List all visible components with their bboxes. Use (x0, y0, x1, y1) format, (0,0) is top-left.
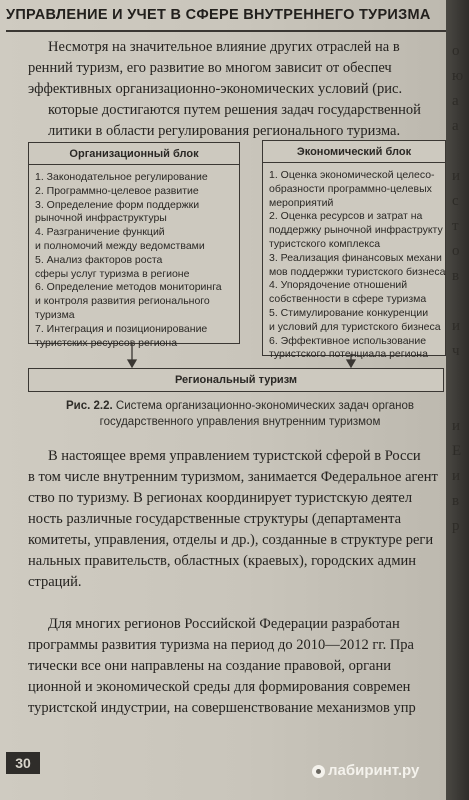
list-item: 6. Определение методов мониторинга (35, 281, 222, 294)
next-page-fragment: и (452, 318, 461, 334)
list-item: 1. Законодательное регулирование (35, 171, 208, 183)
list-item: туризма (35, 308, 75, 321)
list-item: образности программно-целевых (269, 182, 432, 195)
list-item: 5. Анализ факторов роста (35, 253, 163, 266)
text-line: ционной и экономической среды для формирования современ (28, 679, 411, 695)
list-item: туристского потенциала региона (269, 348, 428, 361)
list-item: 6. Эффективное использование (269, 334, 427, 347)
list-item: 5. Стимулирование конкуренции (269, 306, 429, 319)
body-paragraph-2 (28, 614, 446, 719)
labirint-logo-icon (312, 765, 325, 778)
text-line: ство по туризму. В регионах координирует туристскую деятел (28, 490, 413, 506)
list-item: туристского комплекса (269, 237, 381, 250)
text-line: ность различные государственные структуры (департамента (28, 511, 402, 527)
next-page-fragment: и (452, 168, 461, 184)
econ-block (262, 140, 446, 361)
econ-block-title: Экономический блок (263, 141, 445, 163)
list-item: сферы услуг туризма в регионе (35, 267, 190, 280)
next-page-fragment: в (452, 268, 460, 284)
list-item: и условий для туристского бизнеса (269, 320, 441, 333)
next-page-fragment: т (452, 218, 459, 234)
regional-tourism-title: Региональный туризм (174, 374, 298, 386)
list-item: 3. Реализация финансовых механи (269, 251, 442, 264)
list-item: 3. Определение форм поддержки (35, 198, 200, 211)
body-paragraph-1 (28, 446, 446, 593)
list-item: туристских ресурсов региона (35, 336, 178, 349)
next-page-fragment: с (452, 193, 459, 209)
next-page-fragment (452, 140, 469, 163)
figure-caption (60, 398, 420, 430)
intro-paragraph (28, 37, 446, 142)
text-line: программы развития туризма на период до 2010—2012 гг. Пра (28, 637, 414, 653)
figure-caption-text: Система организационно-экономических задач органов государственного управления внутренним туризмом (99, 400, 415, 428)
econ-block-list (263, 163, 445, 362)
text-line: ренний туризм, его развитие во многом зависит от обеспеч (28, 60, 392, 76)
list-item: мов поддержки туристского бизнеса (269, 265, 446, 278)
running-header: УПРАВЛЕНИЕ И УЧЕТ В СФЕРЕ ВНУТРЕННЕГО ТУРИЗМА (6, 0, 446, 32)
next-page-fragment: а (452, 93, 459, 109)
text-line: нальных правительств, областных (краевых), городских админ (28, 553, 417, 569)
next-page-fragment (452, 390, 469, 413)
next-page-fragment: и (452, 418, 461, 434)
text-line: Несмотря на значительное влияние других отраслей на в (48, 39, 400, 55)
next-page-fragment: о (452, 243, 460, 259)
next-page-fragment: р (452, 518, 460, 534)
org-block (28, 142, 240, 349)
text-line: литики в области регулирования регионального туризма. (48, 123, 401, 139)
next-page-fragment (452, 290, 469, 313)
org-block-title: Организационный блок (29, 143, 239, 165)
page-number: 30 (6, 752, 40, 774)
next-page-fragment: а (452, 118, 459, 134)
next-page-fragment (452, 365, 469, 388)
text-line: тически все они направлены на создание правовой, органи (28, 658, 392, 674)
text-line: в том числе внутренним туризмом, занимается Федеральное агент (28, 469, 438, 485)
list-item: мероприятий (269, 196, 334, 209)
list-item: 2. Программно-целевое развитие (35, 184, 199, 197)
watermark-text: лабиринт.ру (328, 762, 420, 779)
next-page-fragment: ч (452, 343, 460, 359)
regional-tourism-block (28, 368, 444, 392)
org-block-list (29, 165, 239, 350)
next-page-fragment: Е (452, 443, 462, 459)
text-line: эффективных организационно-экономических условий (рис. (28, 81, 403, 97)
list-item: 1. Оценка экономической целесо- (269, 169, 435, 181)
list-item: поддержку рыночной инфраструкту (269, 224, 443, 237)
text-line: Для многих регионов Российской Федерации разработан (48, 616, 400, 632)
next-page-fragment: ю (452, 68, 464, 84)
next-page-fragment: и (452, 468, 461, 484)
list-item: 2. Оценка ресурсов и затрат на (269, 210, 423, 223)
connector-arrows (0, 340, 446, 370)
list-item: 4. Разграничение функций (35, 226, 165, 239)
figure-label: Рис. 2.2. (65, 400, 113, 412)
list-item: 7. Интеграция и позиционирование (35, 322, 208, 335)
text-line: комитеты, управления, отделы и др.), созданные в структуре реги (28, 532, 434, 548)
text-line: В настоящее время управлением туристской сферой в Росси (48, 448, 421, 464)
text-line: страций. (28, 574, 82, 590)
list-item: 4. Упорядочение отношений (269, 279, 408, 292)
list-item: и контроля развития регионального (35, 295, 210, 308)
next-page-fragment: в (452, 493, 460, 509)
list-item: и полномочий между ведомствами (35, 239, 205, 252)
next-page-edge (452, 40, 469, 600)
next-page-fragment: о (452, 43, 460, 59)
text-line: которые достигаются путем решения задач государственной (48, 102, 421, 118)
text-line: туристской индустрии, на совершенствование механизмов упр (28, 700, 416, 716)
watermark (312, 762, 462, 779)
list-item: рыночной инфраструктуры (35, 212, 167, 225)
list-item: собственности в сфере туризма (269, 293, 427, 306)
